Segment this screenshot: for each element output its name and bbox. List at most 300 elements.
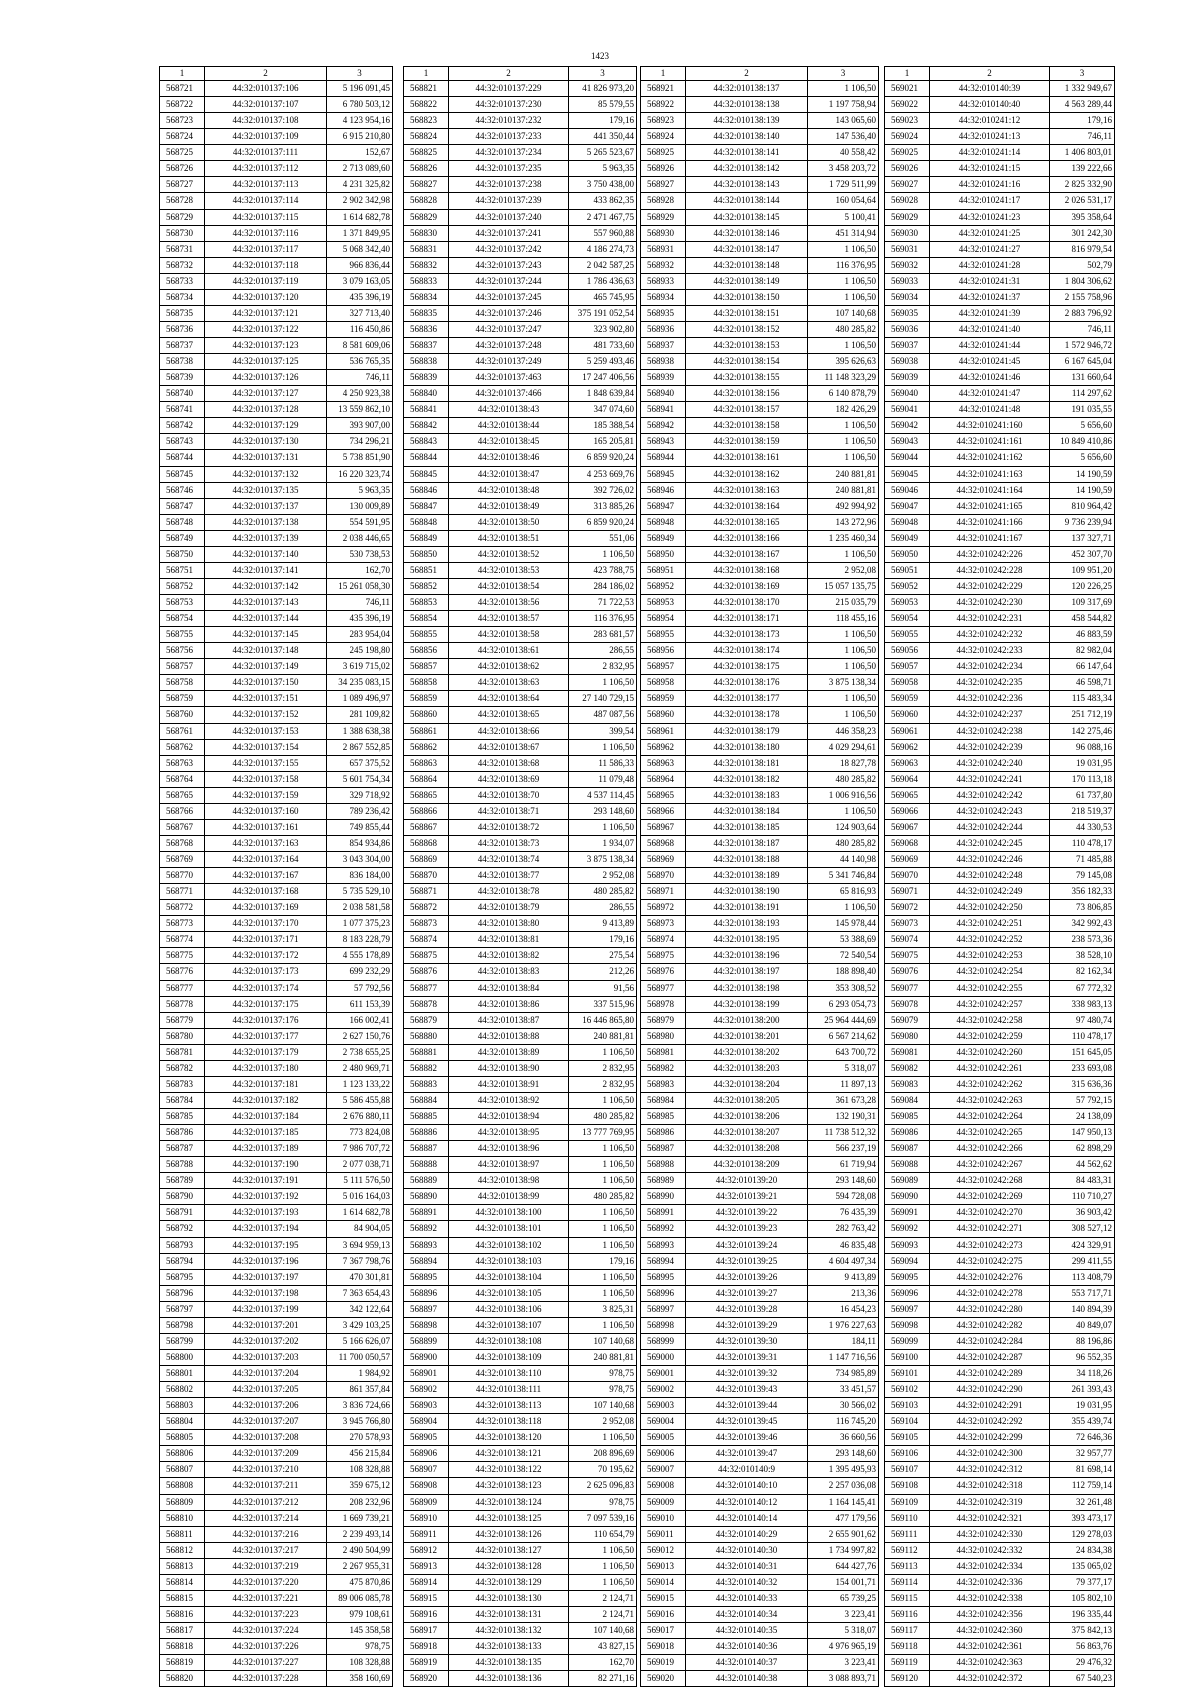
value-cell: 110 710,27 (1050, 1189, 1115, 1205)
value-cell: 536 765,35 (327, 354, 393, 370)
value-cell: 393 907,00 (327, 418, 393, 434)
cadastral-number-cell: 44:32:010140:30 (686, 1542, 808, 1558)
cadastral-number-cell: 44:32:010137:185 (205, 1125, 327, 1141)
table-row (641, 1366, 879, 1382)
table-row (641, 1414, 879, 1430)
row-number-cell: 569094 (885, 1253, 930, 1269)
table-row (885, 514, 1115, 530)
row-number-cell: 568875 (404, 948, 449, 964)
cadastral-number-cell: 44:32:010241:47 (930, 386, 1050, 402)
table-row (404, 996, 637, 1012)
row-number-cell: 569035 (885, 305, 930, 321)
table-row (404, 1414, 637, 1430)
row-number-cell: 568847 (404, 498, 449, 514)
value-cell: 502,79 (1050, 257, 1115, 273)
cadastral-number-cell: 44:32:010241:23 (930, 209, 1050, 225)
table-row (885, 1542, 1115, 1558)
value-cell: 1 006 916,56 (808, 787, 879, 803)
row-number-cell: 569013 (641, 1558, 686, 1574)
row-number-cell: 569105 (885, 1430, 930, 1446)
table-row (404, 1574, 637, 1590)
row-number-cell: 569062 (885, 739, 930, 755)
table-row (160, 643, 393, 659)
table-row (160, 578, 393, 594)
table-row (160, 354, 393, 370)
cadastral-number-cell: 44:32:010241:160 (930, 418, 1050, 434)
row-number-cell: 568984 (641, 1092, 686, 1108)
value-cell: 1 106,50 (808, 241, 879, 257)
cadastral-number-cell: 44:32:010138:128 (449, 1558, 569, 1574)
row-number-cell: 568988 (641, 1157, 686, 1173)
table-row (641, 852, 879, 868)
value-cell: 5 738 851,90 (327, 450, 393, 466)
cadastral-number-cell: 44:32:010137:161 (205, 819, 327, 835)
row-number-cell: 568727 (160, 177, 205, 193)
row-number-cell: 568978 (641, 996, 686, 1012)
row-number-cell: 568887 (404, 1141, 449, 1157)
value-cell: 107 140,68 (808, 305, 879, 321)
value-cell: 2 038 581,58 (327, 900, 393, 916)
value-cell: 215 035,79 (808, 595, 879, 611)
value-cell: 2 077 038,71 (327, 1157, 393, 1173)
value-cell: 3 458 203,72 (808, 161, 879, 177)
row-number-cell: 569068 (885, 835, 930, 851)
value-cell: 62 898,29 (1050, 1141, 1115, 1157)
value-cell: 2 883 796,92 (1050, 305, 1115, 321)
cadastral-number-cell: 44:32:010137:177 (205, 1028, 327, 1044)
table-row (404, 1253, 637, 1269)
table-row (160, 1430, 393, 1446)
table-row (641, 1542, 879, 1558)
cadastral-number-cell: 44:32:010138:147 (686, 241, 808, 257)
column-header-1: 1 (641, 67, 686, 81)
cadastral-number-cell: 44:32:010137:170 (205, 916, 327, 932)
cadastral-number-cell: 44:32:010137:221 (205, 1590, 327, 1606)
cadastral-number-cell: 44:32:010242:235 (930, 675, 1050, 691)
value-cell: 3 945 766,80 (327, 1414, 393, 1430)
row-number-cell: 568746 (160, 482, 205, 498)
cadastral-number-cell: 44:32:010137:205 (205, 1382, 327, 1398)
value-cell: 240 881,81 (808, 482, 879, 498)
row-number-cell: 568942 (641, 418, 686, 434)
table-row (885, 1382, 1115, 1398)
cadastral-number-cell: 44:32:010138:133 (449, 1639, 569, 1655)
row-number-cell: 568910 (404, 1510, 449, 1526)
table-row (641, 402, 879, 418)
value-cell: 188 898,40 (808, 964, 879, 980)
table-row (404, 819, 637, 835)
table-row (160, 819, 393, 835)
row-number-cell: 568951 (641, 562, 686, 578)
row-number-cell: 569012 (641, 1542, 686, 1558)
value-cell: 2 471 467,75 (569, 209, 637, 225)
row-number-cell: 568818 (160, 1639, 205, 1655)
cadastral-number-cell: 44:32:010138:74 (449, 852, 569, 868)
table-row (404, 1590, 637, 1606)
table-row (404, 1076, 637, 1092)
cadastral-number-cell: 44:32:010241:13 (930, 129, 1050, 145)
value-cell: 2 832,95 (569, 1076, 637, 1092)
value-cell: 109 951,20 (1050, 562, 1115, 578)
value-cell: 861 357,84 (327, 1382, 393, 1398)
row-number-cell: 568764 (160, 771, 205, 787)
value-cell: 8 183 228,79 (327, 932, 393, 948)
value-cell: 84 483,31 (1050, 1173, 1115, 1189)
value-cell: 8 581 609,06 (327, 338, 393, 354)
cadastral-number-cell: 44:32:010242:299 (930, 1430, 1050, 1446)
table-row (885, 627, 1115, 643)
table-row (885, 145, 1115, 161)
row-number-cell: 568747 (160, 498, 205, 514)
table-row (160, 1076, 393, 1092)
table-row (885, 129, 1115, 145)
row-number-cell: 569021 (885, 81, 930, 97)
row-number-cell: 569044 (885, 450, 930, 466)
cadastral-number-cell: 44:32:010137:169 (205, 900, 327, 916)
value-cell: 1 106,50 (569, 1542, 637, 1558)
cadastral-number-cell: 44:32:010242:275 (930, 1253, 1050, 1269)
cadastral-number-cell: 44:32:010137:203 (205, 1349, 327, 1365)
row-number-cell: 569088 (885, 1157, 930, 1173)
cadastral-number-cell: 44:32:010137:138 (205, 514, 327, 530)
value-cell: 1 734 997,82 (808, 1542, 879, 1558)
value-cell: 17 247 406,56 (569, 370, 637, 386)
row-number-cell: 569047 (885, 498, 930, 514)
cadastral-number-cell: 44:32:010242:336 (930, 1574, 1050, 1590)
cadastral-number-cell: 44:32:010137:144 (205, 611, 327, 627)
value-cell: 375 191 052,54 (569, 305, 637, 321)
row-number-cell: 568757 (160, 659, 205, 675)
table-row (641, 964, 879, 980)
table-row (404, 1028, 637, 1044)
table-row (404, 1430, 637, 1446)
table-row (885, 835, 1115, 851)
cadastral-number-cell: 44:32:010138:174 (686, 643, 808, 659)
value-cell: 2 155 758,96 (1050, 289, 1115, 305)
table-row (641, 1430, 879, 1446)
table-row (885, 675, 1115, 691)
table-row (641, 161, 879, 177)
column-header-3: 3 (808, 67, 879, 81)
cadastral-number-cell: 44:32:010137:168 (205, 884, 327, 900)
value-cell: 1 106,50 (569, 1044, 637, 1060)
cadastral-number-cell: 44:32:010138:166 (686, 530, 808, 546)
value-cell: 38 528,10 (1050, 948, 1115, 964)
row-number-cell: 568816 (160, 1606, 205, 1622)
cadastral-number-cell: 44:32:010241:48 (930, 402, 1050, 418)
table-row (885, 1494, 1115, 1510)
value-cell: 5 068 342,40 (327, 241, 393, 257)
cadastral-number-cell: 44:32:010242:268 (930, 1173, 1050, 1189)
row-number-cell: 568765 (160, 787, 205, 803)
cadastral-number-cell: 44:32:010138:189 (686, 868, 808, 884)
row-number-cell: 568860 (404, 707, 449, 723)
value-cell: 2 952,08 (569, 1414, 637, 1430)
table-row (641, 932, 879, 948)
row-number-cell: 569069 (885, 852, 930, 868)
table-row (885, 659, 1115, 675)
cadastral-number-cell: 44:32:010140:33 (686, 1590, 808, 1606)
cadastral-number-cell: 44:32:010138:94 (449, 1109, 569, 1125)
row-number-cell: 568930 (641, 225, 686, 241)
cadastral-number-cell: 44:32:010138:195 (686, 932, 808, 948)
table-row (160, 1189, 393, 1205)
row-number-cell: 568814 (160, 1574, 205, 1590)
table-row (404, 1205, 637, 1221)
cadastral-number-cell: 44:32:010137:230 (449, 97, 569, 113)
value-cell: 487 087,56 (569, 707, 637, 723)
value-cell: 46 598,71 (1050, 675, 1115, 691)
cadastral-number-cell: 44:32:010138:111 (449, 1382, 569, 1398)
value-cell: 7 363 654,43 (327, 1285, 393, 1301)
table-row (885, 1157, 1115, 1173)
table-row (641, 1639, 879, 1655)
cadastral-number-cell: 44:32:010242:266 (930, 1141, 1050, 1157)
row-number-cell: 568956 (641, 643, 686, 659)
table-row (641, 1125, 879, 1141)
table-row (404, 225, 637, 241)
header-row (641, 67, 879, 81)
table-row (404, 209, 637, 225)
value-cell: 107 140,68 (569, 1398, 637, 1414)
cadastral-number-cell: 44:32:010138:96 (449, 1141, 569, 1157)
value-cell: 1 332 949,67 (1050, 81, 1115, 97)
row-number-cell: 568843 (404, 434, 449, 450)
cadastral-number-cell: 44:32:010139:28 (686, 1301, 808, 1317)
cadastral-number-cell: 44:32:010137:209 (205, 1446, 327, 1462)
value-cell: 424 329,91 (1050, 1237, 1115, 1253)
value-cell: 4 604 497,34 (808, 1253, 879, 1269)
cadastral-number-cell: 44:32:010242:233 (930, 643, 1050, 659)
row-number-cell: 568784 (160, 1092, 205, 1108)
table-row (885, 948, 1115, 964)
table-row (160, 1606, 393, 1622)
table-row (641, 338, 879, 354)
row-number-cell: 568831 (404, 241, 449, 257)
cadastral-number-cell: 44:32:010138:152 (686, 321, 808, 337)
cadastral-number-cell: 44:32:010242:246 (930, 852, 1050, 868)
table-row (404, 1333, 637, 1349)
row-number-cell: 568811 (160, 1526, 205, 1542)
table-row (404, 578, 637, 594)
cadastral-number-cell: 44:32:010138:196 (686, 948, 808, 964)
value-cell: 966 836,44 (327, 257, 393, 273)
row-number-cell: 568862 (404, 739, 449, 755)
cadastral-number-cell: 44:32:010137:109 (205, 129, 327, 145)
cadastral-number-cell: 44:32:010137:159 (205, 787, 327, 803)
value-cell: 395 358,64 (1050, 209, 1115, 225)
column-header-3: 3 (569, 67, 637, 81)
table-row (160, 1478, 393, 1494)
cadastral-number-cell: 44:32:010137:154 (205, 739, 327, 755)
value-cell: 353 308,52 (808, 980, 879, 996)
value-cell: 11 079,48 (569, 771, 637, 787)
value-cell: 107 140,68 (569, 1623, 637, 1639)
row-number-cell: 568799 (160, 1333, 205, 1349)
value-cell: 4 186 274,73 (569, 241, 637, 257)
cadastral-number-cell: 44:32:010140:38 (686, 1671, 808, 1687)
table-row (160, 611, 393, 627)
column-header-2: 2 (205, 67, 327, 81)
table-row (160, 868, 393, 884)
table-row (160, 562, 393, 578)
value-cell: 392 726,02 (569, 482, 637, 498)
row-number-cell: 569067 (885, 819, 930, 835)
table-row (160, 1655, 393, 1671)
value-cell: 557 960,88 (569, 225, 637, 241)
cadastral-number-cell: 44:32:010137:150 (205, 675, 327, 691)
row-number-cell: 568972 (641, 900, 686, 916)
table-row (641, 1285, 879, 1301)
table-row (404, 1125, 637, 1141)
cadastral-number-cell: 44:32:010137:172 (205, 948, 327, 964)
row-number-cell: 569060 (885, 707, 930, 723)
cadastral-number-cell: 44:32:010138:54 (449, 578, 569, 594)
value-cell: 327 713,40 (327, 305, 393, 321)
table-row (641, 113, 879, 129)
row-number-cell: 569058 (885, 675, 930, 691)
cadastral-number-cell: 44:32:010137:240 (449, 209, 569, 225)
table-row (404, 1301, 637, 1317)
row-number-cell: 569033 (885, 273, 930, 289)
table-row (160, 755, 393, 771)
value-cell: 11 148 323,29 (808, 370, 879, 386)
row-number-cell: 569103 (885, 1398, 930, 1414)
table-row (404, 771, 637, 787)
value-cell: 480 285,82 (569, 1109, 637, 1125)
cadastral-number-cell: 44:32:010242:287 (930, 1349, 1050, 1365)
row-number-cell: 568926 (641, 161, 686, 177)
cadastral-number-cell: 44:32:010138:141 (686, 145, 808, 161)
cadastral-number-cell: 44:32:010137:140 (205, 546, 327, 562)
cadastral-number-cell: 44:32:010241:16 (930, 177, 1050, 193)
table-row (641, 707, 879, 723)
cadastral-number-cell: 44:32:010138:136 (449, 1671, 569, 1687)
value-cell: 44 330,53 (1050, 819, 1115, 835)
row-number-cell: 568963 (641, 755, 686, 771)
cadastral-number-cell: 44:32:010137:115 (205, 209, 327, 225)
table-row (641, 835, 879, 851)
table-row (160, 739, 393, 755)
value-cell: 30 566,02 (808, 1398, 879, 1414)
cadastral-number-cell: 44:32:010137:216 (205, 1526, 327, 1542)
row-number-cell: 568931 (641, 241, 686, 257)
value-cell: 19 031,95 (1050, 755, 1115, 771)
table-row (160, 803, 393, 819)
row-number-cell: 568962 (641, 739, 686, 755)
row-number-cell: 569010 (641, 1510, 686, 1526)
value-cell: 115 483,34 (1050, 691, 1115, 707)
table-row (641, 466, 879, 482)
cadastral-number-cell: 44:32:010241:15 (930, 161, 1050, 177)
value-cell: 6 167 645,04 (1050, 354, 1115, 370)
table-row (641, 145, 879, 161)
page-number: 1423 (591, 51, 609, 61)
header-row (404, 67, 637, 81)
cadastral-number-cell: 44:32:010242:231 (930, 611, 1050, 627)
cadastral-number-cell: 44:32:010137:197 (205, 1269, 327, 1285)
cadastral-number-cell: 44:32:010138:104 (449, 1269, 569, 1285)
value-cell: 2 627 150,76 (327, 1028, 393, 1044)
row-number-cell: 568733 (160, 273, 205, 289)
table-row (641, 1590, 879, 1606)
table-row (641, 1494, 879, 1510)
table-row (885, 707, 1115, 723)
value-cell: 789 236,42 (327, 803, 393, 819)
table-row (404, 145, 637, 161)
row-number-cell: 569073 (885, 916, 930, 932)
table-row (160, 1237, 393, 1253)
cadastral-number-cell: 44:32:010138:131 (449, 1606, 569, 1622)
table-row (885, 305, 1115, 321)
row-number-cell: 568741 (160, 402, 205, 418)
row-number-cell: 568827 (404, 177, 449, 193)
value-cell: 112 759,14 (1050, 1478, 1115, 1494)
cadastral-number-cell: 44:32:010242:239 (930, 739, 1050, 755)
row-number-cell: 568936 (641, 321, 686, 337)
value-cell: 480 285,82 (808, 771, 879, 787)
cadastral-number-cell: 44:32:010137:155 (205, 755, 327, 771)
cadastral-number-cell: 44:32:010138:175 (686, 659, 808, 675)
row-number-cell: 568782 (160, 1060, 205, 1076)
row-number-cell: 568812 (160, 1542, 205, 1558)
table-row (404, 1639, 637, 1655)
value-cell: 5 318,07 (808, 1623, 879, 1639)
cadastral-number-cell: 44:32:010137:126 (205, 370, 327, 386)
table-row (404, 370, 637, 386)
value-cell: 435 396,19 (327, 289, 393, 305)
cadastral-number-cell: 44:32:010138:161 (686, 450, 808, 466)
row-number-cell: 568842 (404, 418, 449, 434)
value-cell: 82 271,16 (569, 1671, 637, 1687)
table-row (885, 996, 1115, 1012)
row-number-cell: 568899 (404, 1333, 449, 1349)
cadastral-number-cell: 44:32:010242:252 (930, 932, 1050, 948)
row-number-cell: 568790 (160, 1189, 205, 1205)
value-cell: 152,67 (327, 145, 393, 161)
value-cell: 53 388,69 (808, 932, 879, 948)
cadastral-number-cell: 44:32:010139:26 (686, 1269, 808, 1285)
cadastral-number-cell: 44:32:010139:24 (686, 1237, 808, 1253)
cadastral-number-cell: 44:32:010139:22 (686, 1205, 808, 1221)
cadastral-number-cell: 44:32:010138:205 (686, 1092, 808, 1108)
row-number-cell: 569048 (885, 514, 930, 530)
table-row (641, 546, 879, 562)
table-row (641, 1028, 879, 1044)
table-row (641, 418, 879, 434)
table-row (641, 1574, 879, 1590)
table-row (404, 916, 637, 932)
cadastral-number-cell: 44:32:010137:176 (205, 1012, 327, 1028)
value-cell: 1 106,50 (569, 1221, 637, 1237)
cadastral-number-cell: 44:32:010138:50 (449, 514, 569, 530)
table-row (885, 787, 1115, 803)
cadastral-number-cell: 44:32:010139:30 (686, 1333, 808, 1349)
table-row (641, 884, 879, 900)
row-number-cell: 568992 (641, 1221, 686, 1237)
row-number-cell: 569077 (885, 980, 930, 996)
row-number-cell: 569011 (641, 1526, 686, 1542)
value-cell: 251 712,19 (1050, 707, 1115, 723)
value-cell: 185 388,54 (569, 418, 637, 434)
table-row (641, 1060, 879, 1076)
row-number-cell: 568897 (404, 1301, 449, 1317)
cadastral-number-cell: 44:32:010138:84 (449, 980, 569, 996)
table-row (885, 739, 1115, 755)
cadastral-number-cell: 44:32:010137:113 (205, 177, 327, 193)
value-cell: 116 450,86 (327, 321, 393, 337)
cadastral-number-cell: 44:32:010137:249 (449, 354, 569, 370)
